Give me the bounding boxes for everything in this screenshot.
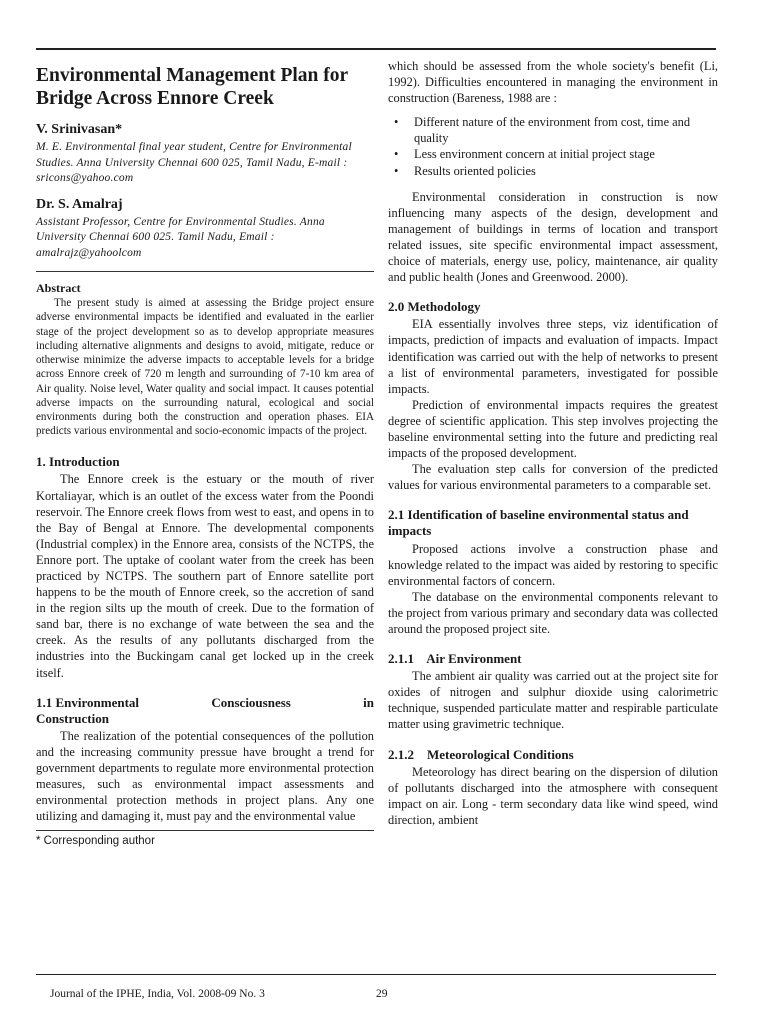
footnote: * Corresponding author — [36, 830, 374, 849]
intro-heading: 1. Introduction — [36, 454, 120, 470]
methodology-para-1: EIA essentially involves three steps, viz identification of impacts, prediction of impacts and evaluation of impacts. Impact identification was carried out with the help of networks to present a list of environmental parameters, investigated for possible impacts. — [388, 317, 718, 396]
author-name-1: V. Srinivasan* — [36, 122, 123, 137]
section-1-1-heading-b: Consciousness — [211, 694, 291, 710]
section-2-1-para-1: Proposed actions involve a construction phase and knowledge related to the impact was aided by restoring to specific environmental factors of concern. — [388, 541, 718, 588]
env-consideration-text: Environmental consideration in construction is now influencing many aspects of the design, development and management of buildings in terms of location and transport related issues, site specific environmental impact assessment, choice of materials, energy use, policy, maintenance, air quality and public health (Jones and Greenwood. 2000). — [388, 189, 718, 285]
section-2-1-2-heading: 2.1.2 Meteorological Conditions — [388, 746, 574, 762]
methodology-para-2: Prediction of environmental impacts requires the greatest degree of scientific application. This step involves projecting the baseline environmental setting into the future and predicting real impacts of the proposed development. — [388, 397, 718, 461]
author-affiliation-2: Assistant Professor, Centre for Environmental Studies. Anna University Chennai 600 025. Tamil Nadu, Email : amalrajz@yahoolcom — [36, 215, 325, 259]
bullet-item: • Less environment concern at initial project stage — [388, 146, 718, 162]
page-number: 29 — [376, 988, 388, 1000]
section-2-1-1-text: The ambient air quality was carried out at the project site for oxides of nitrogen and sulphur dioxide using calorimetric technique, suspended particulate matter and respirable particulate matter using gravimetric technique. — [388, 669, 718, 732]
bullet-list — [388, 114, 718, 178]
left-column — [36, 58, 374, 849]
bottom-rule — [36, 974, 716, 975]
section-1-1-heading — [36, 695, 374, 711]
top-rule — [36, 48, 716, 50]
section-2-1-heading: 2.1 Identification of baseline environmental status and impacts — [388, 507, 689, 539]
continued-text: which should be assessed from the whole society's benefit (Li, 1992). Difficulties encountered in managing the environment in construction (Bareness, 1988 are : — [388, 59, 718, 106]
abstract-heading: Abstract — [36, 281, 81, 296]
author-affiliation-1: M. E. Environmental final year student, Centre for Environmental Studies. Anna University Chennai 600 025, Tamil Nadu, E-mail : sricons@yahoo.com — [36, 141, 352, 185]
bullet-item: • Different nature of the environment from cost, time and quality — [388, 114, 718, 146]
journal-footer: Journal of the IPHE, India, Vol. 2008-09 No. 3 — [50, 988, 265, 1000]
author-name-2: Dr. S. Amalraj — [36, 196, 123, 212]
section-2-1-1-heading: 2.1.1 Air Environment — [388, 651, 522, 667]
bullet-item: • Results oriented policies — [388, 163, 718, 179]
intro-text: The Ennore creek is the estuary or the mouth of river Kortaliayar, which is an outlet of the excess water from the Poondi reservoir. The Ennore creek flows from west to east, and opens in to the Bay of Bengal at Ennore. The developmental components (Industrial complex) in the Ennore area, consists of the NCTPS, the Ennore port. The uptake of coolant water from the creek has been practiced by NCTPS. The southern part of Ennore satellite port happens to be the mouth of Ennore creek, so the accretion of sand in the region silts up the mouth of creek. Due to the formation of sand bar, there is no exchange of wate between the sea and the creek. As the results of any pollutants discharged from the industries into the Buckingam canal get locked up in the creek itself. — [36, 472, 374, 680]
methodology-heading: 2.0 Methodology — [388, 299, 481, 315]
right-column — [388, 58, 718, 828]
abstract-rule — [36, 271, 374, 272]
section-2-1-para-2: The database on the environmental components relevant to the project from various primary and secondary data was collected around the proposed project site. — [388, 589, 718, 636]
section-1-1-heading-c: in — [363, 694, 374, 710]
abstract-text: The present study is aimed at assessing the Bridge project ensure adverse environmental impacts be identified and evaluated in the earlier stage of the project development so as to develop appropriate measures including alternative alignments and designs to avoid, mitigate, reduce or otherwise minimize the adverse impacts to acceptable levels for a bridge across Ennore creek of 720 m length and surrounding of 7-10 km area of Air quality. Noise level, Water quality and social impact. It causes potential adverse impacts on the surrounding natural, ecological and social environments during both the construction and operation phases. EIA predicts various environmental and socio-economic impacts of the project. — [36, 297, 374, 438]
section-2-1-2-text: Meteorology has direct bearing on the dispersion of dilution of pollutants discharged into the atmosphere with consequent impact on air. Long - term secondary data like wind speed, wind direction, ambient — [388, 764, 718, 827]
section-1-1-text: The realization of the potential consequences of the pollution and the increasing community pressue have brought a trend for government departments to regulate more environmental protection measures, such as environmental impact assessments and environmental protection methods in project plans. Any one utilizing and damaging it, must pay and the environmental value — [36, 728, 374, 824]
paper-title: Environmental Management Plan for Bridge Across Ennore Creek — [36, 65, 348, 109]
methodology-para-3: The evaluation step calls for conversion of the predicted values for various environmental parameters to a comparable set. — [388, 462, 718, 493]
section-1-1-heading-a: 1.1 Environmental — [36, 694, 140, 710]
section-1-1-heading-d: Construction — [36, 710, 109, 726]
